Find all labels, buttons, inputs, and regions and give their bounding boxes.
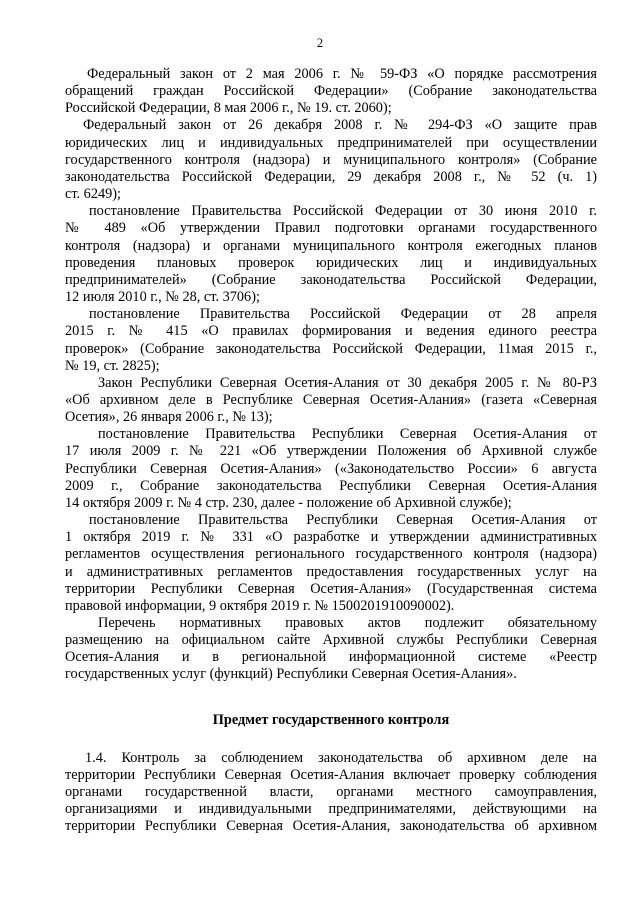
text-line: правовой информации, 9 октября 2019 г. № 1500201910090002). [65,597,455,614]
text-line: проведения плановых проверок юридических лиц и индивидуальных [65,254,597,271]
text-line: территории Республики Северная Осетия-Алания» (Государственная система [65,580,597,597]
paragraph-section-1-4 [65,750,597,836]
page-number: 2 [316,36,324,50]
text-line: Осетия», 26 января 2006 г., № 13); [65,409,273,426]
text-line: 1 октября 2019 г. № 331 «О разработке и утверждении административных [65,529,597,546]
text-line: Закон Республики Северная Осетия-Алания от 30 декабря 2005 г. № 80-РЗ [98,374,597,391]
text-line: законодательства Российской Федерации, 29 декабря 2008 г., № 52 (ч. 1) [65,168,597,185]
text-line: и административных регламентов предоставления государственных услуг на [65,563,597,580]
text-line: 14 октября 2009 г. № 4 стр. 230, далее - положение об Архивной службе); [65,494,512,511]
text-line: регламентов осуществления регионального государственного контроля (надзора) [65,546,597,563]
paragraph-federal-law-294 [65,117,597,203]
text-line: постановление Правительства Российской Федерации от 30 июня 2010 г. [89,203,597,220]
text-line: № 19, ст. 2825); [65,357,160,374]
text-line: 2015 г. № 415 «О правилах формирования и ведения единого реестра [65,323,597,340]
text-line: № 489 «Об утверждении Правил подготовки органами государственного [65,220,597,237]
text-line: 17 июля 2009 г. № 221 «Об утверждении Положения об Архивной службе [65,443,597,460]
text-line: предпринимателей» (Собрание законодательства Российской Федерации, [65,271,597,288]
paragraph-republic-resolution-221 [65,426,597,512]
text-line: государственных услуг (функций) Республики Северная Осетия-Алания». [65,666,517,683]
text-line: Перечень нормативных правовых актов подлежит обязательному [98,615,597,631]
text-line: ст. 6249); [65,186,121,203]
paragraph-federal-law-59 [65,66,597,117]
text-line: Федеральный закон от 2 мая 2006 г. № 59-ФЗ «О порядке рассмотрения [87,66,597,82]
text-line: обращений граждан Российской Федерации» (Собрание законодательства [65,83,597,100]
text-line: контроля (надзора) и органами муниципального контроля ежегодных планов [65,237,597,254]
text-line: постановление Правительства Республики Северная Осетия-Алания от [98,426,597,443]
text-line: постановление Правительства Российской Федерации от 28 апреля [89,306,597,323]
text-line: 2009 г., Собрание законодательства Республики Северная Осетия-Алания [65,477,597,494]
text-line: организациями и индивидуальными предпринимателями, действующими на [65,801,597,818]
text-line: размещению на официальном сайте Архивной службы Республики Северная [65,632,597,649]
text-line: Осетия-Алания и в региональной информационной системе «Реестр [65,649,597,666]
paragraph-publication-requirement [65,615,597,684]
text-line: территории Республики Северная Осетия-Алания, законодательства об архивном [65,818,597,835]
paragraph-resolution-415 [65,306,597,375]
text-line: постановление Правительства Республики Северная Осетия-Алания от [89,512,597,529]
text-line: Федеральный закон от 26 декабря 2008 г. № 294-ФЗ «О защите прав [83,117,597,134]
text-line: проверок» (Собрание законодательства Российской Федерации, 11мая 2015 г., [65,340,597,357]
paragraph-republic-law-80 [65,375,597,426]
text-line: 12 июля 2010 г., № 28, ст. 3706); [65,289,260,306]
text-line: Российской Федерации, 8 мая 2006 г., № 19. ст. 2060); [65,100,392,117]
section-heading: Предмет государственного контроля [212,711,450,728]
document-body [65,66,597,836]
text-line: Республики Северная Осетия-Алания» («Законодательство России» 6 августа [65,460,597,477]
text-line: государственного контроля (надзора) и муниципального контроля» (Собрание [65,151,597,168]
text-line: органами государственной власти, органами местного самоуправления, [65,784,597,801]
paragraph-republic-resolution-331 [65,512,597,615]
text-line: юридических лиц и индивидуальных предпринимателей при осуществлении [65,134,597,151]
text-line: «Об архивном деле в Республике Северная Осетия-Алания» (газета «Северная [65,391,597,408]
text-line: 1.4. Контроль за соблюдением законодательства об архивном деле на [85,749,597,766]
text-line: территории Республики Северная Осетия-Алания включает проверку соблюдения [65,766,597,783]
paragraph-resolution-489 [65,203,597,306]
